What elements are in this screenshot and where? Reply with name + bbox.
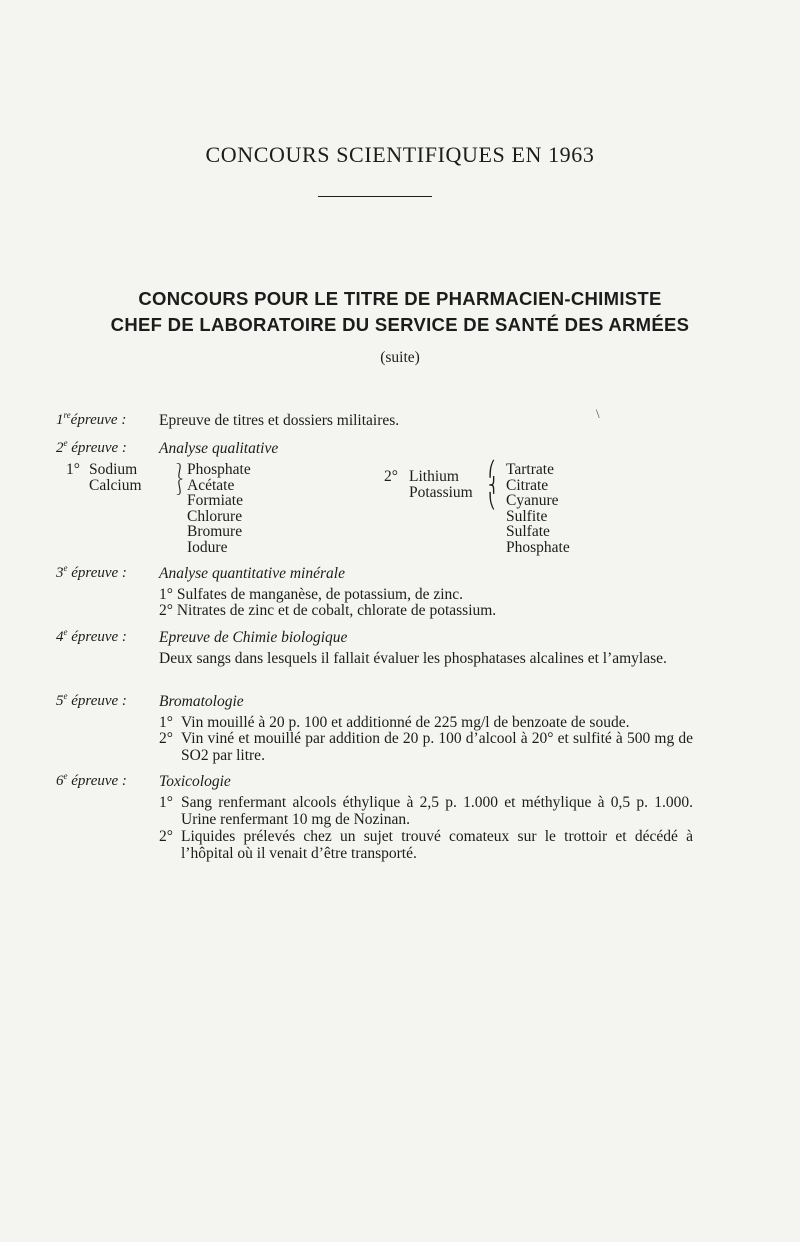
epreuve-5-item: Vin mouillé à 20 p. 100 et additionné de 225 mg/l de benzoate de soude. [181, 714, 630, 731]
group-2-cation: Potassium [409, 484, 473, 501]
epreuve-6-item: Sang renfermant alcools éthylique à 2,5 p. 1.000 et méthylique à 0,5 p. 1.000. Urine renfermant 10 mg de Nozinan. [181, 794, 693, 828]
section-title-line-1: CONCOURS POUR LE TITRE DE PHARMACIEN-CHIMISTE [138, 288, 662, 309]
group-1-anion: Formiate [187, 492, 243, 509]
epreuve-1-label: 1reépreuve : [56, 410, 127, 428]
epreuve-6-item-number: 2° [159, 828, 173, 845]
group-1-anion: Bromure [187, 523, 243, 540]
section-title-line-2: CHEF DE LABORATOIRE DU SERVICE DE SANTÉ DES ARMÉES [110, 314, 690, 335]
epreuve-6-label: 6e épreuve : [56, 771, 127, 789]
group-1-anion: Chlorure [187, 508, 243, 525]
epreuve-5-item-number: 2° [159, 730, 173, 747]
group-1-anion: Phosphate [187, 461, 251, 478]
suite-label: (suite) [380, 349, 420, 366]
brace-icon: ⎱ [172, 464, 188, 480]
group-1-number: 1° [66, 461, 80, 478]
epreuve-4-title: Epreuve de Chimie biologique [159, 629, 348, 646]
group-2-number: 2° [384, 468, 398, 485]
epreuve-5-title: Bromatologie [159, 693, 244, 710]
group-1-cation: Sodium [89, 461, 138, 478]
brace-icon: ⎝ [488, 494, 496, 510]
group-2-anion: Cyanure [506, 492, 559, 509]
group-1-anion: Acétate [187, 477, 235, 494]
epreuve-6-title: Toxicologie [159, 773, 231, 790]
brace-icon: ⎨ [488, 478, 500, 494]
group-2-anion: Phosphate [506, 539, 570, 556]
epreuve-3-item: 2° Nitrates de zinc et de cobalt, chlorate de potassium. [159, 602, 497, 619]
brace-icon: ⎰ [172, 480, 188, 496]
epreuve-2-title: Analyse qualitative [159, 440, 279, 457]
epreuve-2-label: 2e épreuve : [56, 438, 127, 456]
epreuve-3-item: 1° Sulfates de manganèse, de potassium, de zinc. [159, 586, 464, 603]
epreuve-6-item: Liquides prélevés chez un sujet trouvé comateux sur le trottoir et décédé à l’hôpital où il venait d’être transporté. [181, 828, 693, 862]
page-title: CONCOURS SCIENTIFIQUES EN 1963 [205, 142, 595, 167]
epreuve-1-title: Epreuve de titres et dossiers militaires. [159, 412, 400, 429]
epreuve-4-label: 4e épreuve : [56, 627, 127, 645]
epreuve-6-item-number: 1° [159, 794, 173, 811]
epreuve-3-label: 3e épreuve : [56, 563, 127, 581]
title-rule [318, 196, 432, 197]
group-2-cation: Lithium [409, 468, 459, 485]
epreuve-4-body: Deux sangs dans lesquels il fallait évaluer les phosphatases alcalines et l’amylase. [159, 650, 667, 667]
group-1-anion: Iodure [187, 539, 228, 556]
group-2-anion: Tartrate [506, 461, 554, 478]
epreuve-3-title: Analyse quantitative minérale [159, 565, 345, 582]
brace-icon: ⎛ [488, 462, 496, 478]
group-1-cation: Calcium [89, 477, 142, 494]
epreuve-5-label: 5e épreuve : [56, 691, 127, 709]
group-2-anion: Sulfate [506, 523, 550, 540]
scan-mark: \ [596, 406, 600, 421]
epreuve-5-item: Vin viné et mouillé par addition de 20 p. 100 d’alcool à 20° et sulfité à 500 mg de SO2 par litre. [181, 730, 693, 764]
group-2-anion: Sulfite [506, 508, 548, 525]
group-2-anion: Citrate [506, 477, 549, 494]
epreuve-5-item-number: 1° [159, 714, 173, 731]
